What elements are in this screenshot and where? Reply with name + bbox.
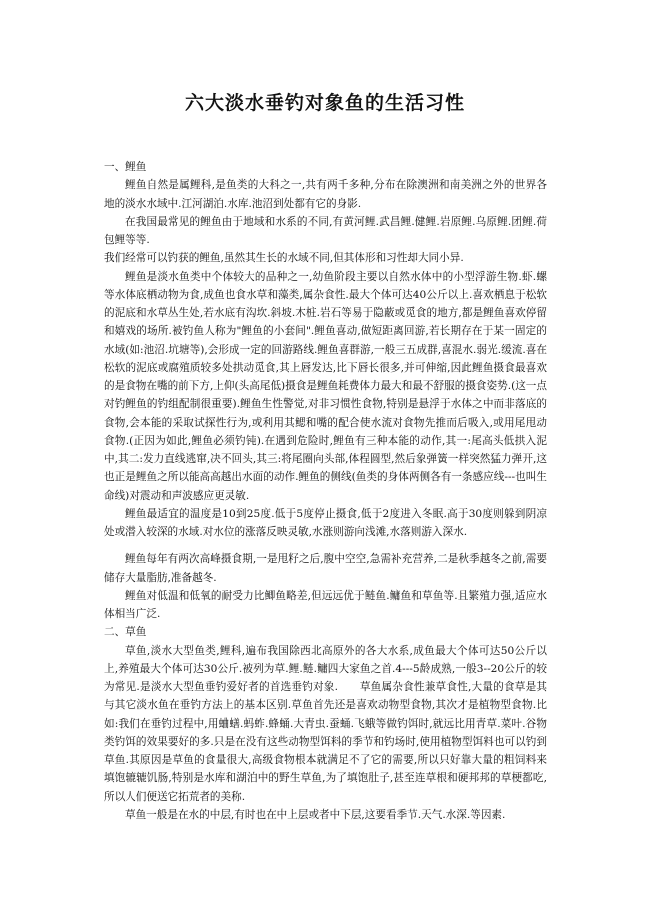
document-body	[104, 158, 547, 824]
paragraph: 草鱼,淡水大型鱼类,鲤科,遍布我国除西北高原外的各大水系,成鱼最大个体可达50公斤以上,养殖最大个体可达30公斤.被列为草.鲤.鲢.鳙四大家鱼之首.4---5龄成熟,一般3--20公斤的较为常见.是淡水大型鱼垂钓爱好者的首选垂钓对象. 草鱼属杂食性兼草食性,大量的食草是其与其它淡水鱼在垂钓方法上的基本区别.草鱼首先还是喜欢动物型食物,其次才是植物型食物.比如:我们在垂钓过程中,用蛐蟮.蚂蚱.蜂蛹.大青虫.蚕蛹.飞蛾等做钓饵时,就远比用青草.菜叶.谷物类钓饵的效果要好的多.只是在没有这些动物型饵料的季节和钓场时,使用植物型饵料也可以钓到草鱼.其原因是草鱼的食量很大,高级食物根本就满足不了它的需要,所以只好靠大量的粗饲料来填饱辘辘饥肠,特别是水库和湖泊中的野生草鱼,为了填饱肚子,甚至连草根和硬邦邦的草梗都吃,所以人们便送它拓荒者的美称.	[104, 644, 547, 803]
paragraph: 我们经常可以钓获的鲤鱼,虽然其生长的水域不同,但其体形和习性却大同小异.	[104, 252, 464, 265]
paragraph: 草鱼一般是在水的中层,有时也在中上层或者中下层,这要看季节.天气.水深.等因素.	[125, 808, 506, 821]
section-heading-grass-carp: 二、草鱼	[104, 626, 147, 639]
paragraph: 鲤鱼自然是属鲤科,是鱼类的大科之一,共有两千多种,分布在除澳洲和南美洲之外的世界各地的淡水水域中.江河湖泊.水库.池沼到处都有它的身影.	[104, 179, 547, 210]
paragraph: 鲤鱼是淡水鱼类中个体较大的品种之一,幼鱼阶段主要以自然水体中的小型浮游生物.虾.螺等水体底栖动物为食,成鱼也食水草和藻类,属杂食性.最大个体可达40公斤以上.喜欢栖息于松软的泥底和水草丛生处,若水底有沟坎.斜坡.木桩.岩石等易于隐蔽或觅食的地方,都是鲤鱼喜欢停留和嬉戏的场所.被钓鱼人称为"鲤鱼的小套间".鲤鱼喜动,做短距离回游,若长期存在于某一固定的水域(如:池沼.坑塘等),会形成一定的回游路线.鲤鱼喜群游,一般三五成群,喜混水.弱光.缓流.喜在松软的泥底或腐殖质较多处拱动觅食,其上唇发达,比下唇长很多,并可伸缩,因此鲤鱼摄食最喜欢的是食物在嘴的前下方,上仰(头高尾低)摄食是鲤鱼耗费体力最大和最不舒服的摄食姿势.(这一点对钓鲤鱼的钓组配制很重要).鲤鱼生性警觉,对非习惯性食物,特别是悬浮于水体之中而非落底的食物,会本能的采取试探性行为,或利用其鳃和嘴的配合使水流对食物先推而后吸入,或用尾甩动食物.(正因为如此,鲤鱼必须钓钝).在遇到危险时,鲤鱼有三种本能的动作,其一:尾高头低拱入泥中,其二:发力直线逃窜,决不回头,其三:将尾圈向头部,体程圆型,然后象弹簧一样突然猛力弹开,这也正是鲤鱼之所以能高高越出水面的动作.鲤鱼的侧线(鱼类的身体两侧各有一条感应线---也叫生命线)对震动和声波感应更灵敏.	[104, 270, 547, 502]
paragraph: 鲤鱼最适宜的温度是10到25度.低于5度停止摄食,低于2度进入冬眠.高于30度则躲到阴凉处或潜入较深的水域.对水位的涨落反映灵敏,水涨则游向浅滩,水落则游入深水.	[104, 507, 547, 538]
paragraph: 鲤鱼每年有两次高峰摄食期,一是甩籽之后,腹中空空,急需补充营养,二是秋季越冬之前,需要储存大量脂肪,准备越冬.	[104, 553, 547, 584]
section-heading-carp: 一、鲤鱼	[104, 161, 147, 173]
paragraph: 在我国最常见的鲤鱼由于地域和水系的不同,有黄河鲤.武昌鲤.健鲤.岩原鲤.乌原鲤.团鲤.荷包鲤等等.	[104, 215, 547, 246]
paragraph: 鲤鱼对低温和低氧的耐受力比鲫鱼略差,但远远优于鲢鱼.鳙鱼和草鱼等.且繁殖力强,适应水体相当广泛.	[104, 589, 547, 620]
document-title: 六大淡水垂钓对象鱼的生活习性	[184, 92, 465, 114]
